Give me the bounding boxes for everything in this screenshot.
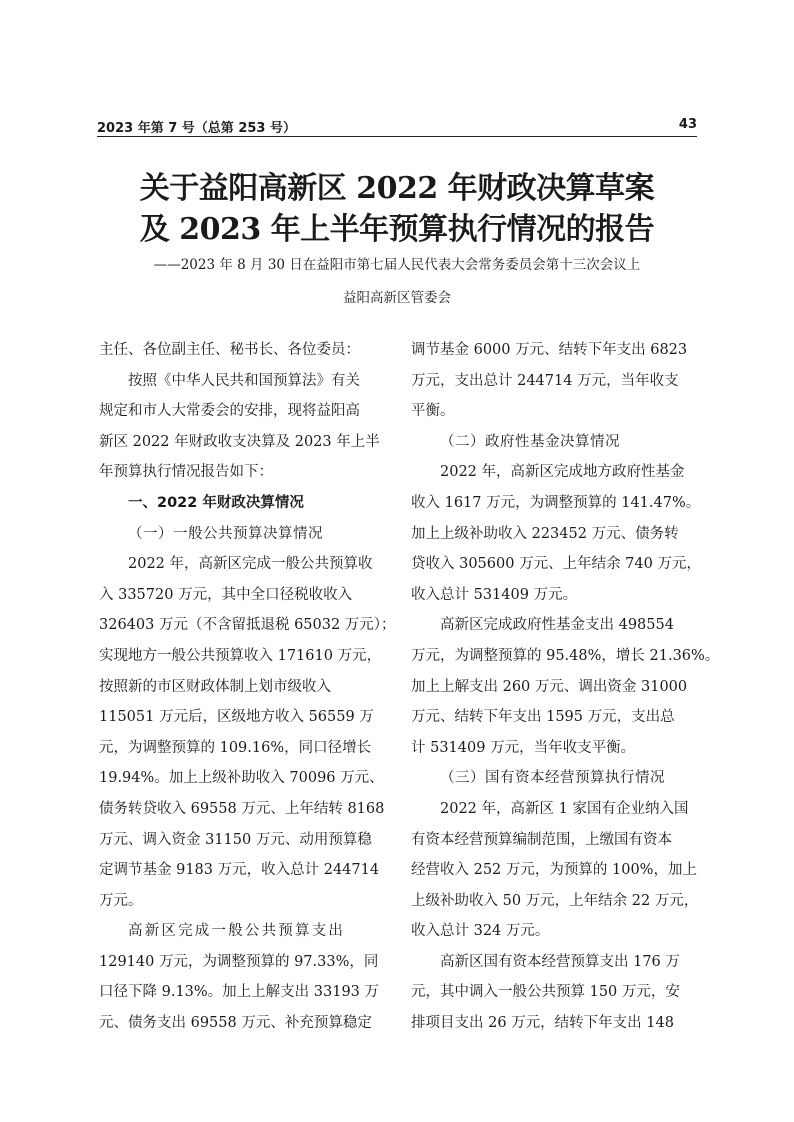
text-line: 贷收入 305600 万元、上年结余 740 万元， [411, 556, 701, 573]
running-header [97, 117, 697, 137]
report-title-line-1: 关于益阳高新区 2022 年财政决算草案 [139, 171, 655, 206]
text-line: 万元、调入资金 31150 万元、动用预算稳 [99, 831, 372, 848]
government-fund-revenue-paragraph [411, 457, 701, 610]
text-line: 收入 1617 万元，为调整预算的 141.47%。 [411, 494, 701, 511]
report-author: 益阳高新区管委会 [343, 290, 451, 306]
text-line: 万元、结转下年支出 1595 万元，支出总 [411, 709, 675, 726]
state-capital-revenue-paragraph [411, 794, 701, 947]
text-line: 115051 万元后，区级地方收入 56559 万 [99, 709, 374, 726]
general-budget-expenditure-continued [411, 335, 701, 427]
text-line: 万元。 [99, 892, 143, 909]
text-line: 新区 2022 年财政收支决算及 2023 年上半 [99, 433, 380, 450]
text-line: 按照新的市区财政体制上划市级收入 [99, 678, 331, 695]
text-line: 129140 万元，为调整预算的 97.33%，同 [99, 953, 379, 970]
text-line: 上级补助收入 50 万元，上年结余 22 万元， [411, 892, 699, 909]
header-divider [97, 136, 697, 137]
report-subtitle: ——2023 年 8 月 30 日在益阳市第七届人民代表大会常务委员会第十三次会议上 [153, 257, 641, 273]
text-line: 年预算执行情况报告如下： [99, 464, 273, 481]
text-line: 有资本经营预算编制范围，上缴国有资本 [411, 831, 672, 848]
text-line: 实现地方一般公共预算收入 171610 万元， [99, 647, 382, 664]
text-line: 高新区完成政府性基金支出 498554 [440, 617, 674, 634]
text-line: 规定和市人大常委会的安排，现将益阳高 [99, 403, 360, 420]
text-line: 加上上解支出 260 万元、调出资金 31000 [411, 678, 688, 695]
text-line: 收入总计 324 万元。 [411, 923, 550, 940]
text-line: 平衡。 [411, 403, 455, 420]
text-line: 债务转贷收入 69558 万元、上年结转 8168 [99, 800, 385, 817]
text-line: 入 335720 万元，其中全口径税收收入 [99, 586, 353, 603]
government-fund-expenditure-paragraph [411, 610, 720, 763]
text-line: 经营收入 252 万元，为预算的 100%，加上 [411, 862, 697, 879]
text-line: 调节基金 6000 万元、结转下年支出 6823 [411, 342, 688, 358]
text-line: 高新区完成一般公共预算支出 [128, 923, 346, 940]
text-line: 计 531409 万元，当年收支平衡。 [411, 739, 636, 756]
right-column [411, 335, 720, 1039]
text-line: 2022 年，高新区完成一般公共预算收 [128, 556, 373, 573]
text-line: 19.94%。加上上级补助收入 70096 万元、 [99, 770, 384, 787]
state-capital-expenditure-paragraph [411, 947, 701, 1039]
text-line: 2022 年，高新区 1 家国有企业纳入国 [440, 800, 689, 817]
text-line: 加上上级补助收入 223452 万元、债务转 [411, 525, 679, 542]
salutation: 主任、各位副主任、秘书长、各位委员： [99, 342, 360, 358]
text-line: 排项目支出 26 万元，结转下年支出 148 [411, 1015, 674, 1032]
text-line: 高新区国有资本经营预算支出 176 万 [440, 953, 680, 970]
subsection-heading-general-budget: （一）一般公共预算决算情况 [128, 525, 323, 542]
report-title-line-2: 及 2023 年上半年预算执行情况的报告 [139, 212, 655, 247]
general-budget-expenditure-paragraph [99, 916, 389, 1038]
text-line: 元，为调整预算的 109.16%，同口径增长 [99, 739, 372, 756]
subsection-heading-government-fund: （二）政府性基金决算情况 [440, 433, 620, 450]
page-number: 43 [678, 117, 697, 132]
text-line: 定调节基金 9183 万元，收入总计 244714 [99, 862, 380, 879]
subsection-heading-state-capital: （三）国有资本经营预算执行情况 [440, 770, 665, 787]
intro-paragraph [99, 366, 389, 488]
general-budget-revenue-paragraph [99, 549, 396, 916]
left-column [99, 335, 396, 1039]
text-line: 元，其中调入一般公共预算 150 万元，安 [411, 984, 680, 1001]
text-line: 元、债务支出 69558 万元、补充预算稳定 [99, 1015, 372, 1032]
text-line: 万元，为调整预算的 95.48%，增长 21.36%。 [411, 647, 720, 664]
section-heading-1: 一、2022 年财政决算情况 [128, 494, 304, 511]
text-line: 326403 万元（不含留抵退税 65032 万元）； [99, 617, 396, 634]
issue-label: 2023 年第 7 号（总第 253 号） [97, 121, 296, 136]
text-line: 2022 年，高新区完成地方政府性基金 [440, 464, 685, 481]
text-line: 口径下降 9.13%。加上上解支出 33193 万 [99, 984, 380, 1001]
text-line: 万元，支出总计 244714 万元，当年收支 [411, 372, 679, 389]
text-line: 收入总计 531409 万元。 [411, 586, 578, 603]
text-line: 按照《中华人民共和国预算法》有关 [128, 372, 360, 389]
